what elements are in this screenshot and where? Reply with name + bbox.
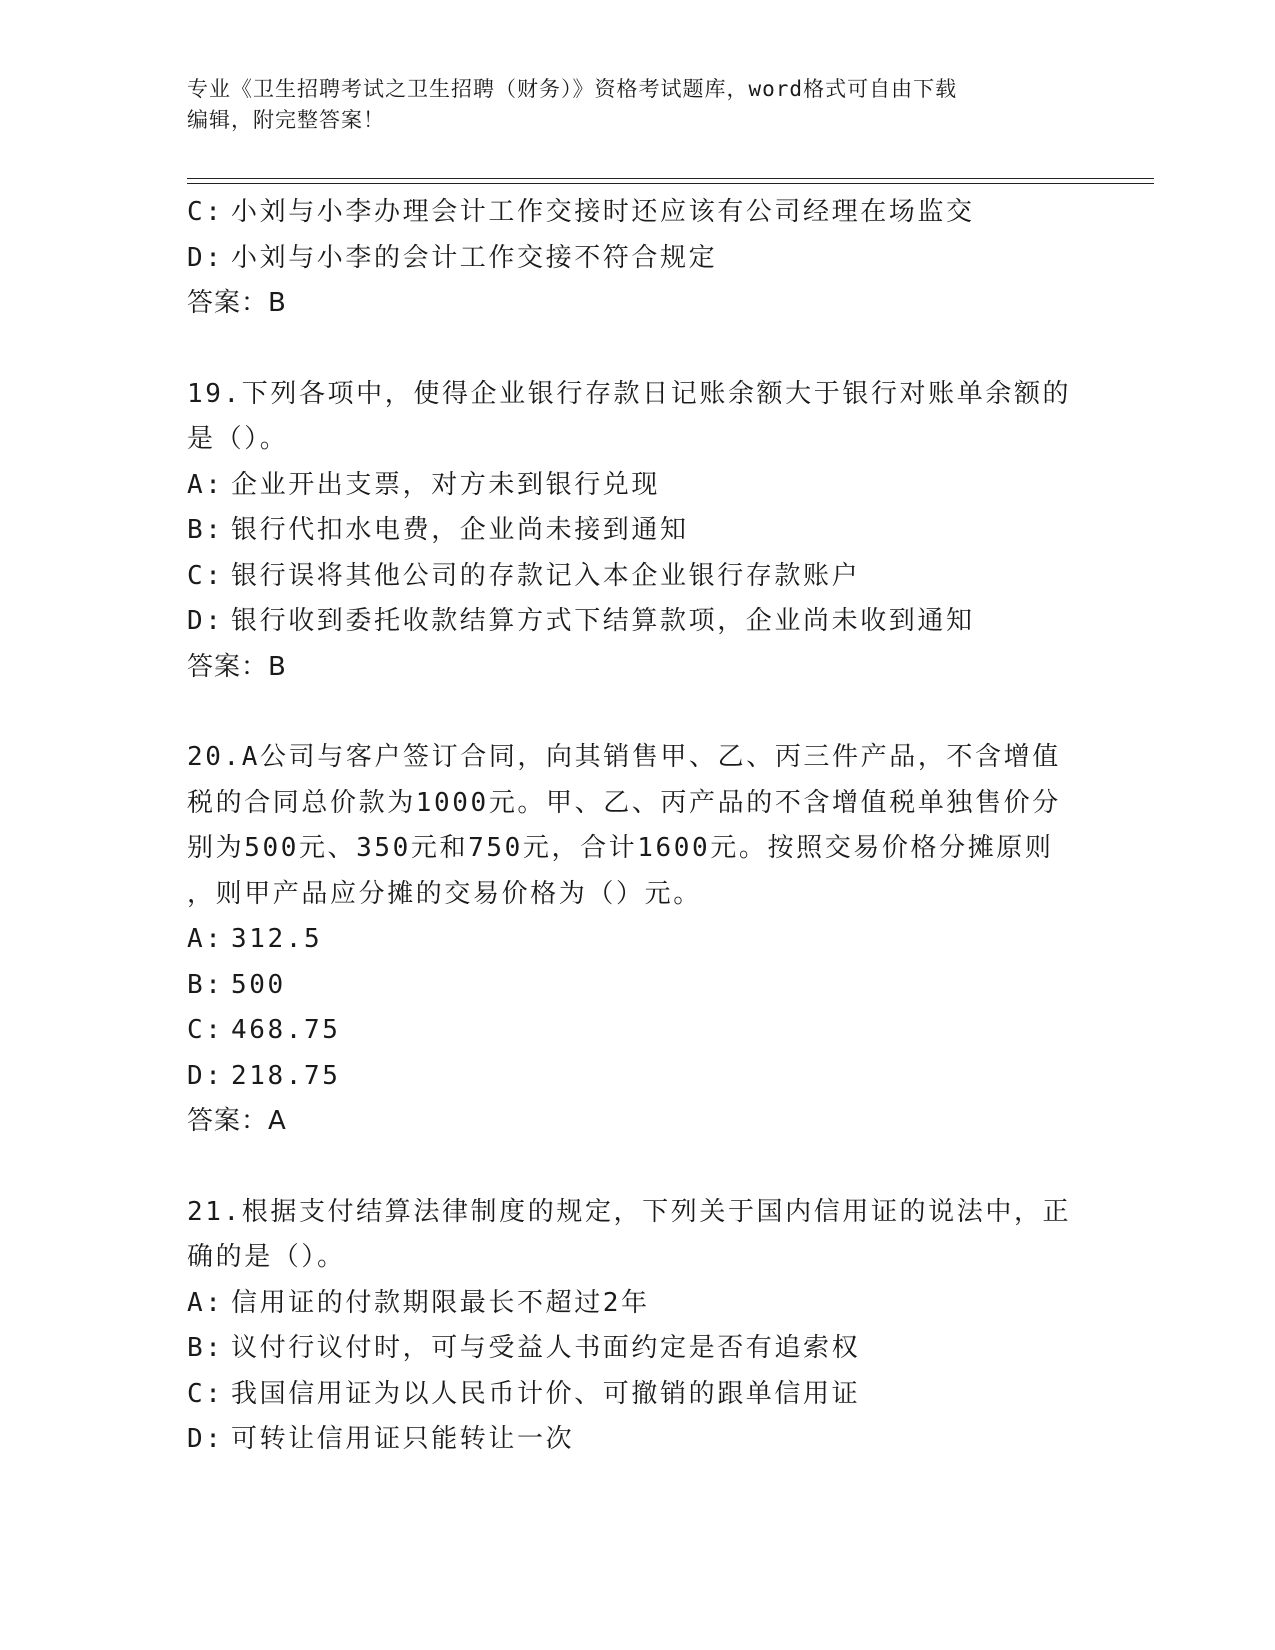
question-stem: 别为500元、350元和750元，合计1600元。按照交易价格分摊原则 bbox=[187, 833, 1054, 863]
option-text: 468.75 bbox=[231, 1015, 341, 1045]
option-text: 银行代扣水电费，企业尚未接到通知 bbox=[231, 515, 689, 545]
question-stem: 21.根据支付结算法律制度的规定，下列关于国内信用证的说法中，正 bbox=[187, 1196, 1072, 1227]
option-text: 小刘与小李的会计工作交接不符合规定 bbox=[231, 242, 718, 273]
option-label: C: bbox=[187, 560, 224, 591]
header-title-line-1: 专业《卫生招聘考试之卫生招聘（财务）》资格考试题库，word格式可自由下载 bbox=[187, 77, 958, 101]
question-spacer bbox=[187, 327, 1087, 372]
question-21 bbox=[187, 1190, 1087, 1463]
answer-line: 答案：B bbox=[187, 651, 287, 682]
option-d bbox=[187, 1417, 1087, 1463]
option-c bbox=[187, 1372, 1087, 1418]
header-title-line-2: 编辑，附完整答案！ bbox=[187, 108, 385, 132]
document-header bbox=[187, 74, 1067, 136]
header-divider-bottom bbox=[187, 183, 1154, 184]
option-c bbox=[187, 190, 1087, 236]
option-b bbox=[187, 508, 1087, 554]
option-text: 银行误将其他公司的存款记入本企业银行存款账户 bbox=[231, 560, 861, 591]
option-label: D: bbox=[187, 1424, 224, 1454]
option-b bbox=[187, 963, 1087, 1009]
option-label: B: bbox=[187, 969, 224, 1000]
option-text: 银行收到委托收款结算方式下结算款项，企业尚未收到通知 bbox=[231, 606, 975, 636]
option-c bbox=[187, 554, 1087, 600]
question-spacer bbox=[187, 690, 1087, 735]
question-list bbox=[187, 190, 1087, 1463]
option-label: D: bbox=[187, 1060, 224, 1091]
question-spacer bbox=[187, 1145, 1087, 1190]
option-label: C: bbox=[187, 1015, 224, 1045]
option-d bbox=[187, 1054, 1087, 1100]
option-text: 议付行议付时，可与受益人书面约定是否有追索权 bbox=[231, 1333, 861, 1363]
option-text: 312.5 bbox=[231, 924, 323, 954]
question-20 bbox=[187, 735, 1087, 1145]
option-d bbox=[187, 599, 1087, 645]
option-c bbox=[187, 1008, 1087, 1054]
question-18 bbox=[187, 190, 1087, 327]
option-text: 我国信用证为以人民币计价、可撤销的跟单信用证 bbox=[231, 1378, 861, 1409]
option-label: B: bbox=[187, 515, 224, 545]
option-b bbox=[187, 1326, 1087, 1372]
question-19 bbox=[187, 372, 1087, 691]
option-label: A: bbox=[187, 1287, 224, 1318]
header-divider-top bbox=[187, 178, 1154, 179]
question-stem: 19.下列各项中，使得企业银行存款日记账余额大于银行对账单余额的 bbox=[187, 378, 1072, 409]
option-label: C: bbox=[187, 1378, 224, 1409]
question-stem: 20.A公司与客户签订合同，向其销售甲、乙、丙三件产品，不含增值 bbox=[187, 742, 1061, 772]
option-a bbox=[187, 1281, 1087, 1327]
option-label: D: bbox=[187, 242, 224, 273]
answer-line: 答案：A bbox=[187, 1106, 287, 1136]
option-a bbox=[187, 463, 1087, 509]
question-stem: 是（）。 bbox=[187, 424, 289, 454]
question-stem: ，则甲产品应分摊的交易价格为（）元。 bbox=[187, 878, 702, 909]
option-text: 信用证的付款期限最长不超过2年 bbox=[231, 1287, 650, 1318]
question-stem: 税的合同总价款为1000元。甲、乙、丙产品的不含增值税单独售价分 bbox=[187, 787, 1061, 818]
option-label: C: bbox=[187, 197, 224, 227]
option-text: 500 bbox=[231, 969, 286, 1000]
option-a bbox=[187, 917, 1087, 963]
answer-line: 答案：B bbox=[187, 288, 287, 318]
option-text: 可转让信用证只能转让一次 bbox=[231, 1424, 575, 1454]
option-text: 企业开出支票，对方未到银行兑现 bbox=[231, 469, 661, 500]
option-label: A: bbox=[187, 924, 224, 954]
question-stem: 确的是（）。 bbox=[187, 1242, 346, 1272]
option-text: 218.75 bbox=[231, 1060, 341, 1091]
option-d bbox=[187, 236, 1087, 282]
option-label: D: bbox=[187, 606, 224, 636]
option-label: A: bbox=[187, 469, 224, 500]
option-label: B: bbox=[187, 1333, 224, 1363]
option-text: 小刘与小李办理会计工作交接时还应该有公司经理在场监交 bbox=[231, 197, 975, 227]
